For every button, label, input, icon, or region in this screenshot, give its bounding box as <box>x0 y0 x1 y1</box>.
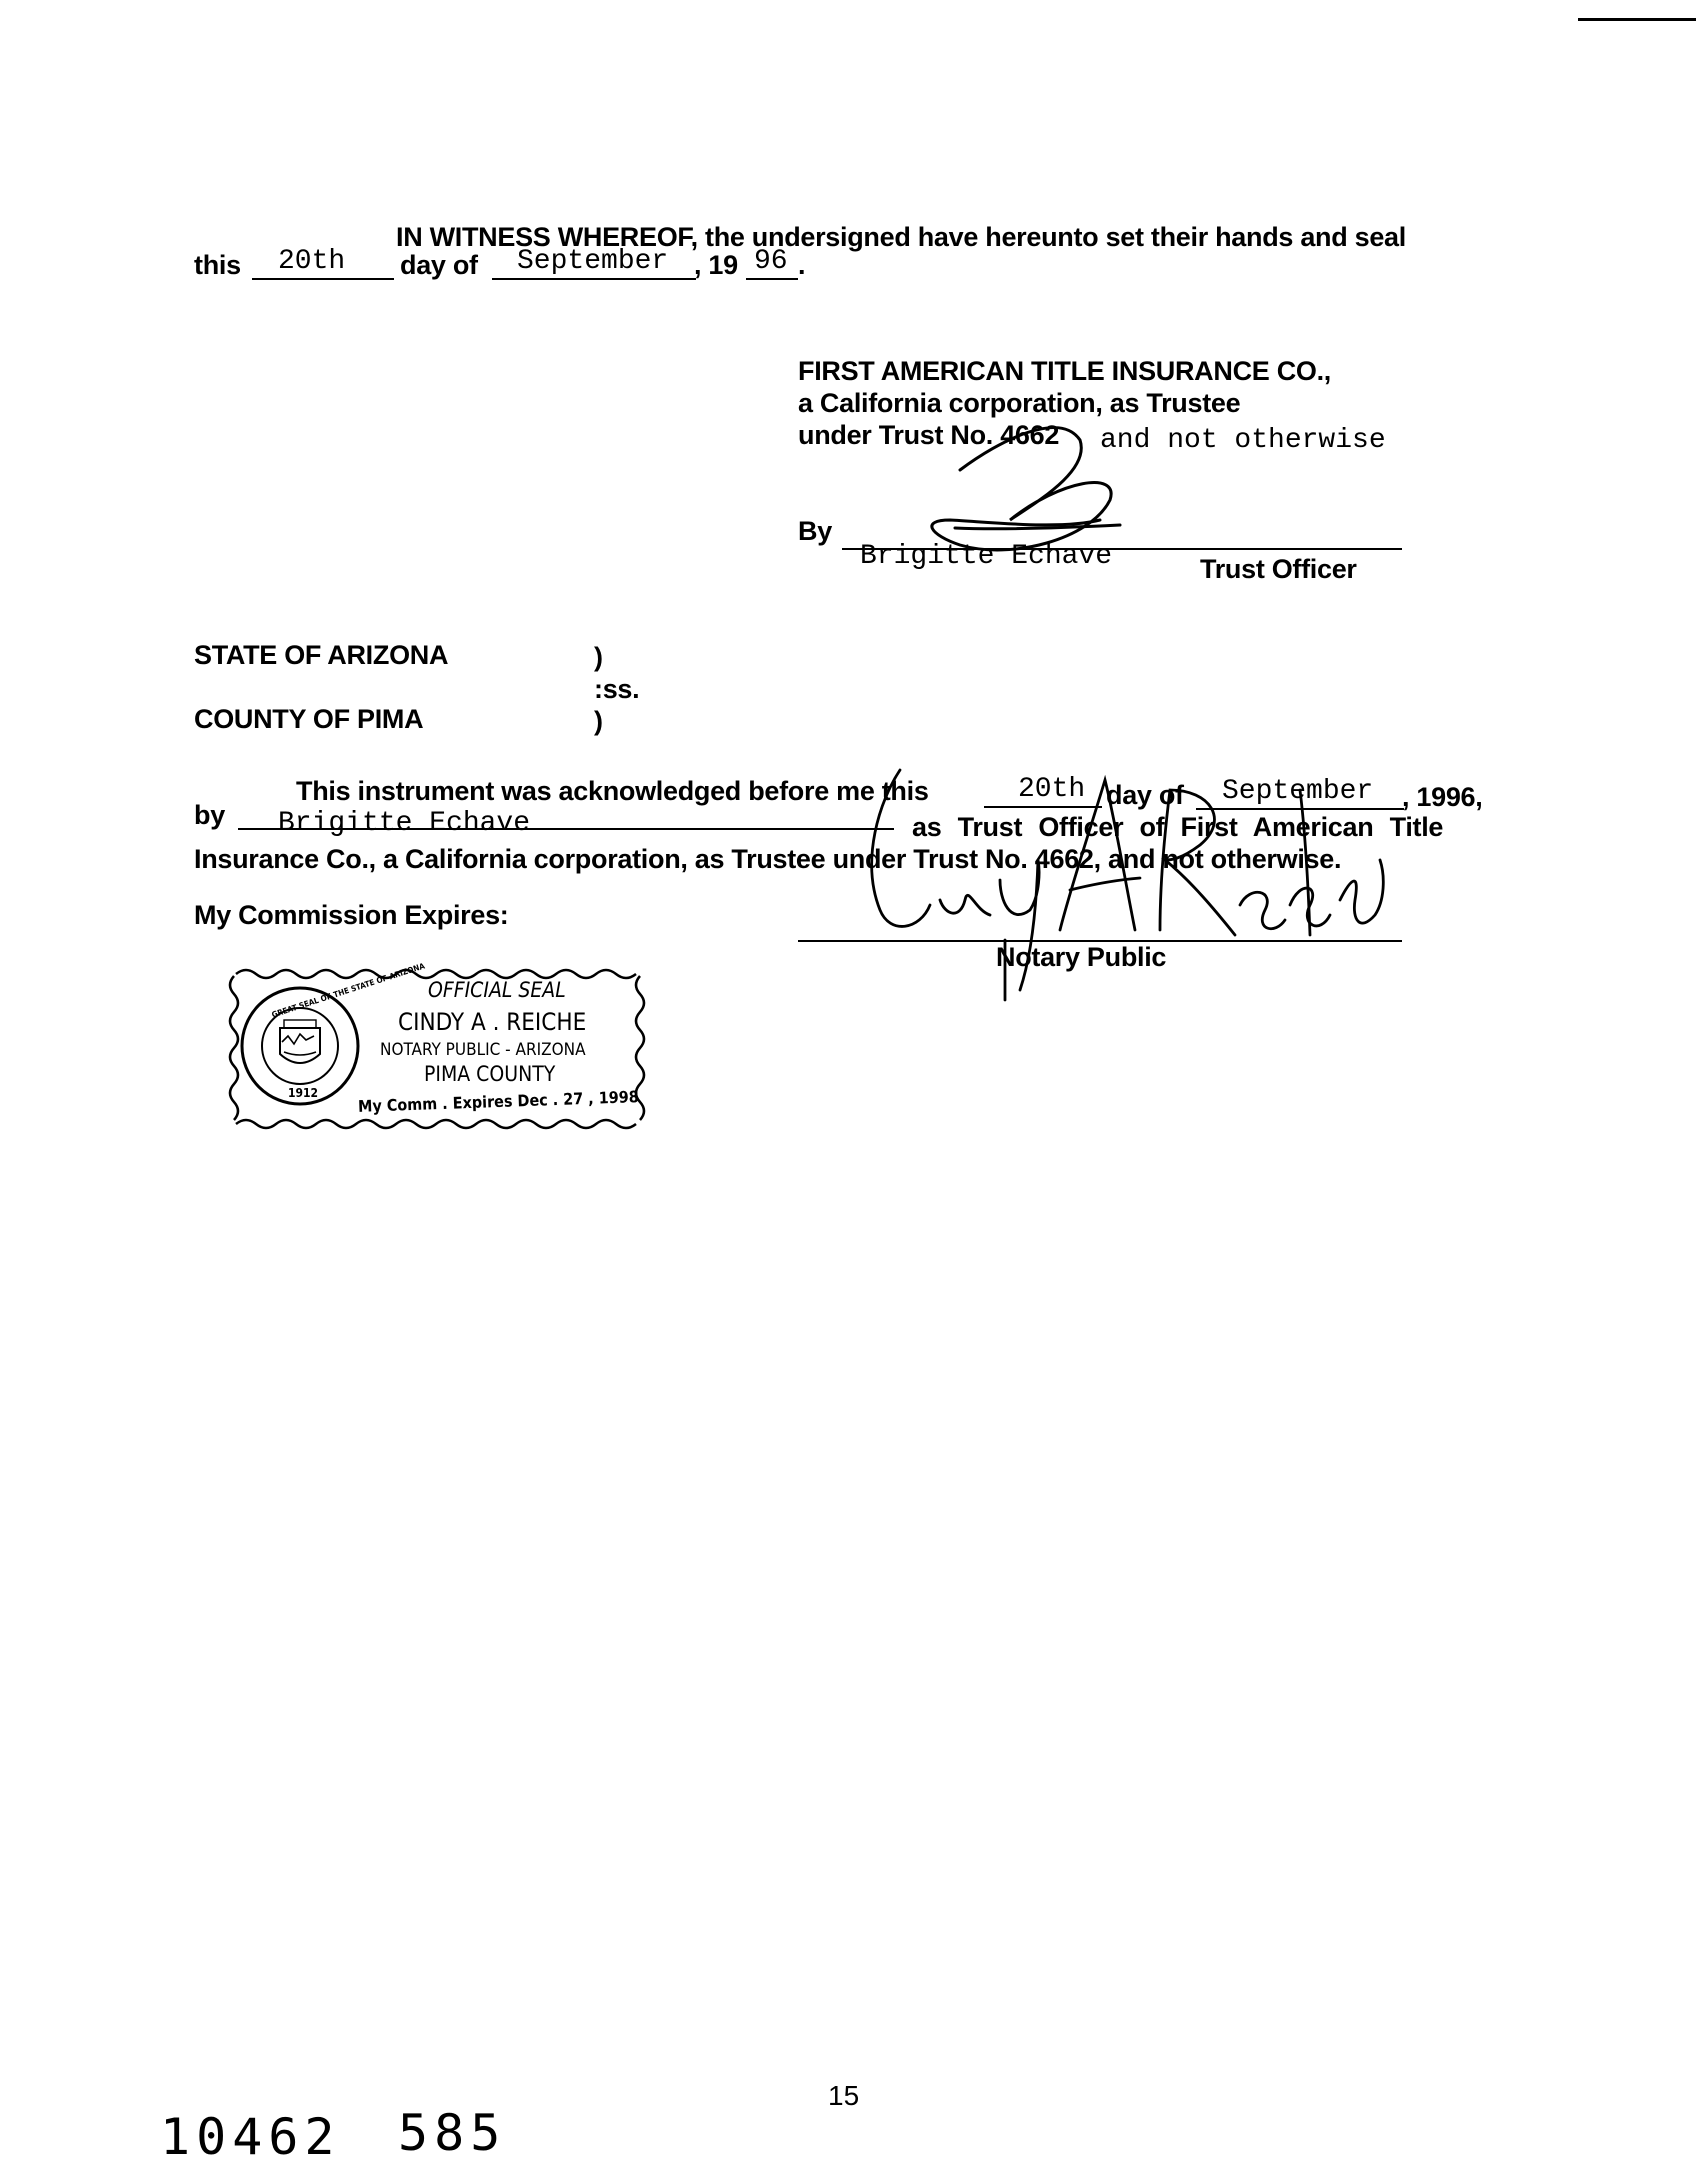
witness-day: 20th <box>278 246 346 277</box>
ack-day-of: day of <box>1106 780 1184 810</box>
trustee-line3: under Trust No. 4662 <box>798 420 1060 450</box>
ack-month: September <box>1222 776 1374 807</box>
trustee-title: Trust Officer <box>1200 554 1357 584</box>
seal-emblem-year: 1912 <box>288 1086 319 1100</box>
seal-line3: NOTARY PUBLIC - ARIZONA <box>380 1040 586 1060</box>
witness-this: this <box>194 250 241 280</box>
ack-line3: Insurance Co., a California corporation, as Trustee under Trust No. 4662, and not otherwise. <box>194 844 1342 874</box>
recording-page: 585 <box>398 2104 507 2162</box>
recording-docket: 10462 <box>160 2108 341 2166</box>
trustee-line3-typed: and not otherwise <box>1100 425 1386 456</box>
seal-line4: PIMA COUNTY <box>424 1062 556 1086</box>
notary-title: Notary Public <box>996 942 1167 972</box>
ack-lead: This instrument was acknowledged before me this <box>296 776 929 806</box>
witness-year-prefix: , 19 <box>694 250 738 280</box>
trustee-signature-scrawl <box>932 428 1120 550</box>
seal-line1: OFFICIAL SEAL <box>428 978 566 1002</box>
seal-line5: My Comm . Expires Dec . 27 , 1998 <box>357 1087 640 1116</box>
venue-county: COUNTY OF PIMA <box>194 704 424 734</box>
notary-signature-scrawl <box>872 770 1384 1000</box>
page-number: 15 <box>828 2080 860 2111</box>
witness-month: September <box>517 246 669 277</box>
witness-day-of: day of <box>400 250 478 280</box>
witness-period: . <box>798 250 806 280</box>
ack-day: 20th <box>1018 774 1086 805</box>
venue-state: STATE OF ARIZONA <box>194 640 449 670</box>
ack-name: Brigitte Echave <box>278 808 531 839</box>
witness-year: 96 <box>754 246 788 277</box>
venue-paren-close: ) <box>594 706 603 736</box>
seal-emblem-text: GREAT SEAL OF THE STATE OF ARIZONA <box>270 961 426 1020</box>
trustee-line2: a California corporation, as Trustee <box>798 388 1241 418</box>
witness-lead: IN WITNESS WHEREOF, the undersigned have hereunto set their hands and seal <box>396 222 1406 252</box>
venue-paren-open: ) <box>594 642 603 672</box>
seal-line2: CINDY A . REICHE <box>398 1008 587 1036</box>
trustee-by: By <box>798 516 832 546</box>
ack-year: , 1996, <box>1402 782 1483 812</box>
trustee-signer: Brigitte Echave <box>860 541 1113 572</box>
ack-by: by <box>194 800 225 830</box>
trustee-company: FIRST AMERICAN TITLE INSURANCE CO., <box>798 356 1331 386</box>
notary-commission-label: My Commission Expires: <box>194 900 509 930</box>
ack-role: as Trust Officer of First American Title <box>912 812 1444 842</box>
venue-ss: :ss. <box>594 674 640 704</box>
